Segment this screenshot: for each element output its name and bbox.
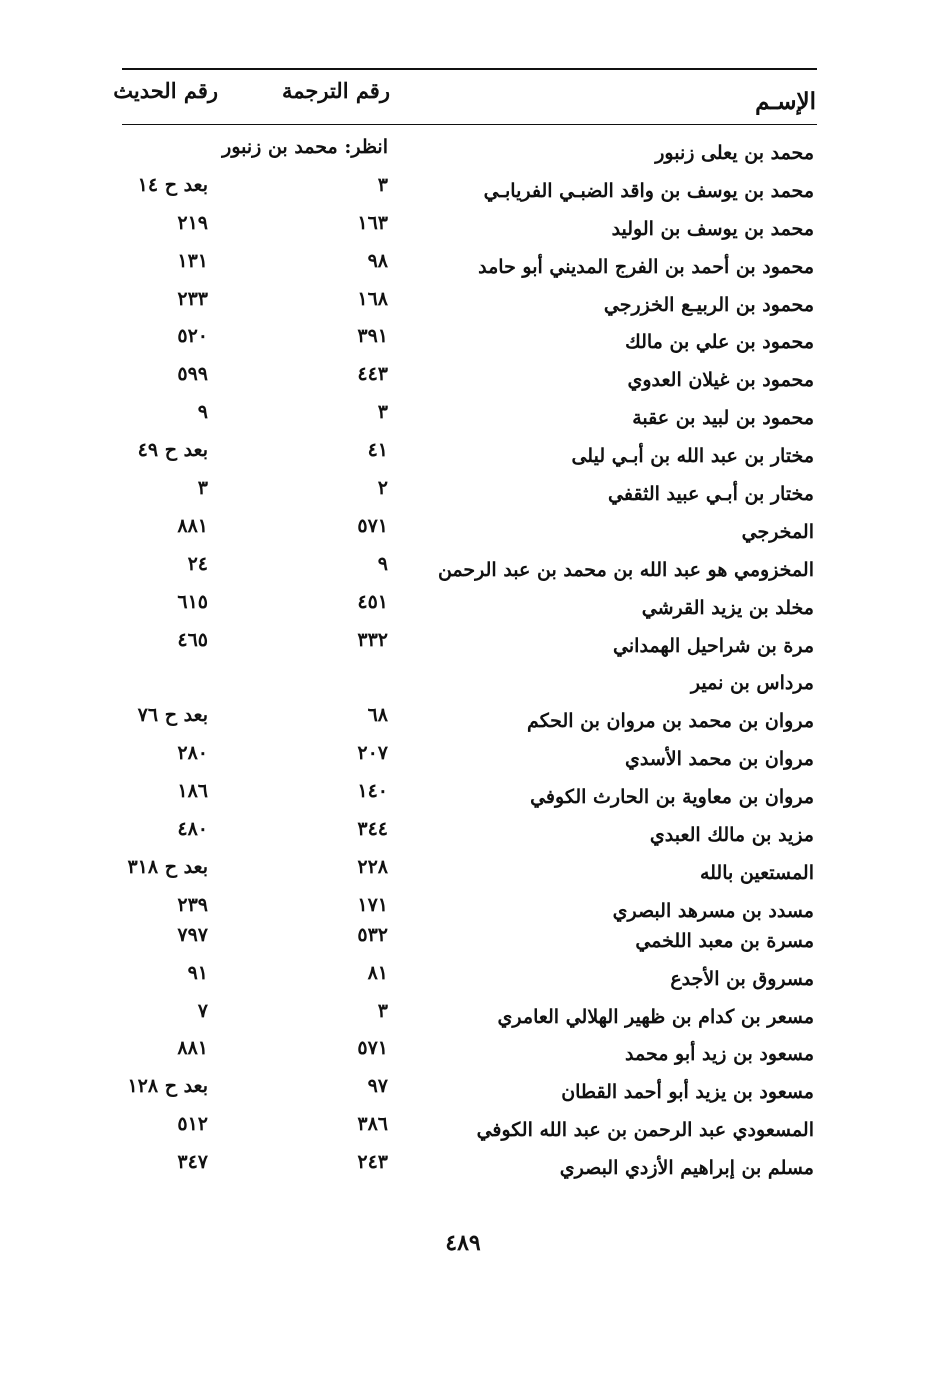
table-header bbox=[0, 76, 926, 120]
entry-name: مختار بن عبد الله بن أبـي ليلى bbox=[571, 445, 814, 468]
entry-tarjama-number: ٥٧١ bbox=[357, 1037, 388, 1060]
index-entry-row bbox=[0, 323, 926, 361]
index-entry-row bbox=[0, 1149, 926, 1187]
entry-name: محمود بن أحمد بن الفرج المديني أبو حامد bbox=[478, 255, 814, 278]
index-entry-row bbox=[0, 664, 926, 702]
entry-tarjama-number: ٣٨٦ bbox=[357, 1113, 388, 1136]
entry-hadith-number: ٧ bbox=[197, 999, 208, 1022]
entry-hadith-number: ٢٨٠ bbox=[177, 742, 208, 765]
index-entry-row bbox=[0, 922, 926, 960]
index-entry-row bbox=[0, 210, 926, 248]
entry-hadith-number: ٢٣٣ bbox=[177, 287, 208, 310]
entry-name: محمود بن علي بن مالك bbox=[625, 331, 814, 354]
index-entry-row bbox=[0, 816, 926, 854]
entry-name: المستعين بالله bbox=[699, 861, 814, 884]
entry-hadith-number: ٨٨١ bbox=[177, 1037, 208, 1060]
entry-tarjama-number: ٥٣٢ bbox=[357, 923, 388, 946]
header-hadith-number: رقم الحديث bbox=[113, 78, 218, 103]
entry-hadith-number: ٥١٢ bbox=[177, 1113, 208, 1136]
header-tarjama-number: رقم الترجمة bbox=[281, 78, 390, 103]
index-entry-row bbox=[0, 998, 926, 1036]
entries-list bbox=[0, 134, 926, 1187]
entry-tarjama-number: ٣٣٢ bbox=[357, 628, 388, 651]
top-rule bbox=[122, 68, 817, 70]
entry-name: مروان بن محمد الأسدي bbox=[625, 748, 814, 771]
page-number: ٤٨٩ bbox=[445, 1230, 481, 1256]
index-entry-row bbox=[0, 1035, 926, 1073]
entry-tarjama-number: ٣٤٤ bbox=[357, 818, 388, 841]
index-entry-row bbox=[0, 589, 926, 627]
index-entry-row bbox=[0, 513, 926, 551]
entry-tarjama-number: ٩٧ bbox=[367, 1075, 388, 1098]
index-entry-row bbox=[0, 134, 926, 172]
index-entry-row bbox=[0, 172, 926, 210]
index-entry-row bbox=[0, 286, 926, 324]
entry-tarjama-number: ١٦٨ bbox=[357, 287, 388, 310]
index-entry-row bbox=[0, 892, 926, 922]
header-rule bbox=[122, 124, 817, 125]
entry-hadith-number: ٥٢٠ bbox=[177, 325, 208, 348]
entry-tarjama-number: ٢٢٨ bbox=[357, 855, 388, 878]
entry-tarjama-number: ٣ bbox=[377, 999, 388, 1022]
entry-name: مرداس بن نمير bbox=[690, 672, 814, 695]
entry-name: محمود بن غيلان العدوي bbox=[627, 369, 814, 392]
header-name: الإسـم bbox=[755, 88, 816, 115]
index-entry-row bbox=[0, 1073, 926, 1111]
entry-tarjama-number: ٣ bbox=[377, 401, 388, 424]
index-entry-row bbox=[0, 778, 926, 816]
entry-tarjama-number: ٩ bbox=[377, 552, 388, 575]
entry-tarjama-number: ٣ bbox=[377, 173, 388, 196]
entry-name: محمد بن يعلى زنبور bbox=[655, 142, 814, 164]
entry-hadith-number: ٩ bbox=[197, 401, 208, 424]
entry-hadith-number: ٨٨١ bbox=[177, 514, 208, 537]
entry-hadith-number: ٤٦٥ bbox=[177, 628, 208, 651]
entry-name: محمد بن يوسف بن الوليد bbox=[611, 217, 814, 240]
entry-name: مسعر بن كدام بن ظهير الهلالي العامري bbox=[497, 1005, 814, 1028]
entry-hadith-number: ٦١٥ bbox=[177, 590, 208, 613]
entry-tarjama-number: ٨١ bbox=[367, 961, 388, 984]
entry-tarjama-number: ١٦٣ bbox=[357, 211, 388, 234]
entry-name: مسروق بن الأجدع bbox=[670, 967, 814, 990]
entry-hadith-number: بعد ح ١٤ bbox=[137, 173, 208, 196]
entry-tarjama-number: انظر: محمد بن زنبور bbox=[222, 136, 388, 158]
entry-hadith-number: ٧٩٧ bbox=[177, 923, 208, 946]
entry-name: مسرة بن معبد اللخمي bbox=[635, 929, 814, 952]
entry-name: مزيد بن مالك العبدي bbox=[649, 824, 814, 847]
index-entry-row bbox=[0, 1111, 926, 1149]
entry-tarjama-number: ٢٠٧ bbox=[357, 742, 388, 765]
entry-hadith-number: ٣ bbox=[197, 477, 208, 500]
entry-tarjama-number: ٥٧١ bbox=[357, 514, 388, 537]
entry-tarjama-number: ٩٨ bbox=[367, 249, 388, 272]
index-entry-row bbox=[0, 475, 926, 513]
entry-name: محمود بن لبيد بن عقبة bbox=[632, 407, 814, 430]
index-entry-row bbox=[0, 627, 926, 665]
entry-name: مسعود بن يزيد أبو أحمد القطان bbox=[561, 1081, 814, 1104]
entry-tarjama-number: ٣٩١ bbox=[357, 325, 388, 348]
entry-hadith-number: ٢٤ bbox=[187, 552, 208, 575]
index-entry-row bbox=[0, 551, 926, 589]
entry-tarjama-number: ١٤٠ bbox=[357, 780, 388, 803]
entry-tarjama-number: ٤١ bbox=[367, 439, 388, 462]
entry-name: مختار بن أبـي عبيد الثقفي bbox=[608, 483, 814, 506]
entry-hadith-number: ٢٣٩ bbox=[177, 893, 208, 916]
index-entry-row bbox=[0, 960, 926, 998]
entry-tarjama-number: ٦٨ bbox=[367, 704, 388, 727]
entry-name: مروان بن معاوية بن الحارث الكوفي bbox=[530, 786, 814, 809]
entry-hadith-number: ٢١٩ bbox=[177, 211, 208, 234]
entry-hadith-number: بعد ح ٤٩ bbox=[137, 439, 208, 462]
index-entry-row bbox=[0, 740, 926, 778]
index-entry-row bbox=[0, 437, 926, 475]
entry-tarjama-number: ٢ bbox=[377, 477, 388, 500]
entry-hadith-number: بعد ح ٣١٨ bbox=[127, 855, 208, 878]
entry-tarjama-number: ١٧١ bbox=[357, 893, 388, 916]
entry-name: مسدد بن مسرهد البصري bbox=[612, 899, 814, 922]
entry-hadith-number: ٥٩٩ bbox=[177, 363, 208, 386]
entry-hadith-number: بعد ح ٧٦ bbox=[137, 704, 208, 727]
entry-hadith-number: ٤٨٠ bbox=[177, 818, 208, 841]
entry-name: محمود بن الربيـع الخزرجي bbox=[603, 293, 814, 316]
entry-name: مروان بن محمد بن مروان بن الحكم bbox=[527, 710, 814, 733]
entry-name: المسعودي عبد الرحمن بن عبد الله الكوفي bbox=[476, 1119, 814, 1142]
entry-name: محمد بن يوسف بن واقد الضبـي الفريابـي bbox=[483, 179, 814, 202]
index-entry-row bbox=[0, 702, 926, 740]
entry-hadith-number: بعد ح ١٢٨ bbox=[127, 1075, 208, 1098]
entry-name: المخزومي هو عبد الله بن محمد بن عبد الرحمن bbox=[437, 558, 814, 581]
entry-hadith-number: ٩١ bbox=[187, 961, 208, 984]
index-entry-row bbox=[0, 399, 926, 437]
entry-hadith-number: ٣٤٧ bbox=[177, 1151, 208, 1174]
entry-name: المخرجي bbox=[741, 520, 814, 543]
entry-name: مسعود بن زيد أبو محمد bbox=[625, 1043, 814, 1066]
index-entry-row bbox=[0, 854, 926, 892]
entry-tarjama-number: ٢٤٣ bbox=[357, 1151, 388, 1174]
index-entry-row bbox=[0, 248, 926, 286]
entry-name: مسلم بن إبراهيم الأزدي البصري bbox=[559, 1157, 814, 1180]
index-entry-row bbox=[0, 361, 926, 399]
entry-tarjama-number: ٤٥١ bbox=[357, 590, 388, 613]
entry-name: مخلد بن يزيد القرشي bbox=[641, 596, 814, 619]
entry-name: مرة بن شراحيل الهمداني bbox=[613, 634, 814, 657]
entry-tarjama-number: ٤٤٣ bbox=[357, 363, 388, 386]
entry-hadith-number: ١٣١ bbox=[177, 249, 208, 272]
entry-hadith-number: ١٨٦ bbox=[177, 780, 208, 803]
